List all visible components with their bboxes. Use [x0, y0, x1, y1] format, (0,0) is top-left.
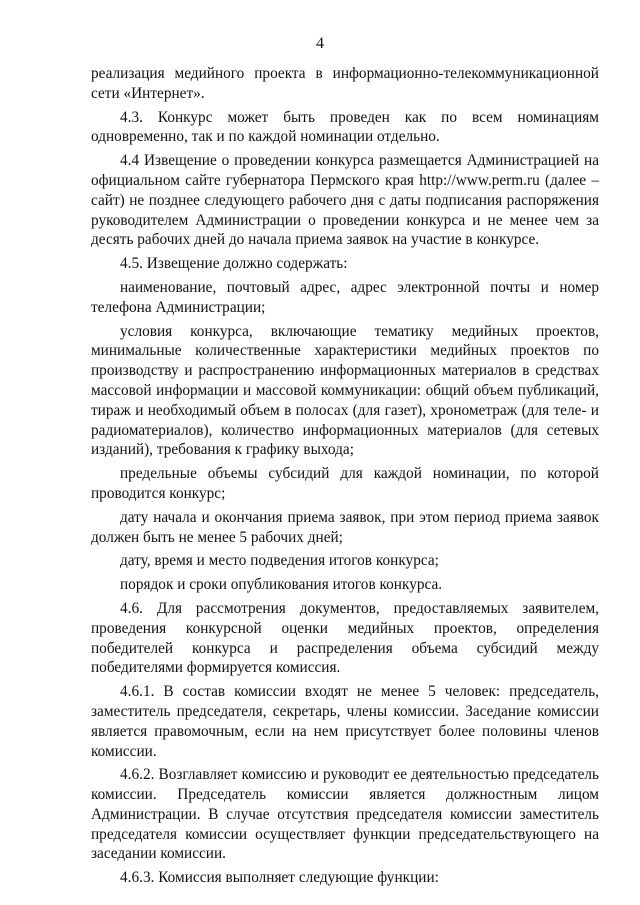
paragraph-4-6-2: 4.6.2. Возглавляет комиссию и руководит ее деятельностью председатель комиссии. Председатель комиссии является должностным лицом Администрации. В случае отсутствия председателя комиссии заместитель председателя комиссии осуществляет функции председательствующего на заседании комиссии.: [91, 766, 599, 863]
list-item-application-dates: дату начала и окончания приема заявок, при этом период приема заявок должен быть не менее 5 рабочих дней;: [91, 508, 599, 546]
list-item-subsidy-limits: предельные объемы субсидий для каждой номинации, по которой проводится конкурс;: [91, 465, 599, 502]
paragraph-4-6-3: 4.6.3. Комиссия выполняет следующие функции:: [120, 869, 439, 887]
page-number: 4: [316, 35, 324, 52]
paragraph-4-5: 4.5. Извещение должно содержать:: [120, 255, 348, 273]
document-body: [91, 64, 599, 892]
paragraph-4-3: 4.3. Конкурс может быть проведен как по всем номинациям одновременно, так и по каждой номинации отдельно.: [91, 108, 599, 146]
paragraph-4-6-1: 4.6.1. В состав комиссии входят не менее 5 человек: председатель, заместитель председателя, секретарь, члены комиссии. Заседание комиссии является правомочным, если на нем присутствует более половины членов комиссии.: [91, 683, 599, 760]
paragraph-4-4: 4.4 Извещение о проведении конкурса размещается Администрацией на официальном сайте губернатора Пермского края http://www.perm.ru (далее – сайт) не позднее следующего рабочего дня с даты подписания распоряжения руководителем Администрации о проведении конкурса и не менее чем за десять рабочих дней до начала приема заявок на участие в конкурсе.: [91, 152, 599, 249]
list-item-results-publication: порядок и сроки опубликования итогов конкурса.: [120, 576, 443, 594]
paragraph-4-6: 4.6. Для рассмотрения документов, предоставляемых заявителем, проведения конкурсной оценки медийных проектов, определения победителей конкурса и распределения объема субсидий между победителями формируется комиссия.: [91, 599, 599, 677]
paragraph-continuation: реализация медийного проекта в информационно-телекоммуникационной сети «Интернет».: [91, 65, 599, 102]
list-item-results-date: дату, время и место подведения итогов конкурса;: [120, 552, 439, 570]
list-item-contacts: наименование, почтовый адрес, адрес электронной почты и номер телефона Администрации;: [91, 278, 599, 316]
list-item-conditions: условия конкурса, включающие тематику медийных проектов, минимальные количественные характеристики медийных проектов по производству и распространению информационных материалов в средствах массовой информации и массовой коммуникации: общий объем публикаций, тираж и необходимый объем в полосах (для газет), хронометраж (для теле- и радиоматериалов), количество информационных материалов (для сетевых изданий), требования к графику выхода;: [91, 322, 599, 459]
